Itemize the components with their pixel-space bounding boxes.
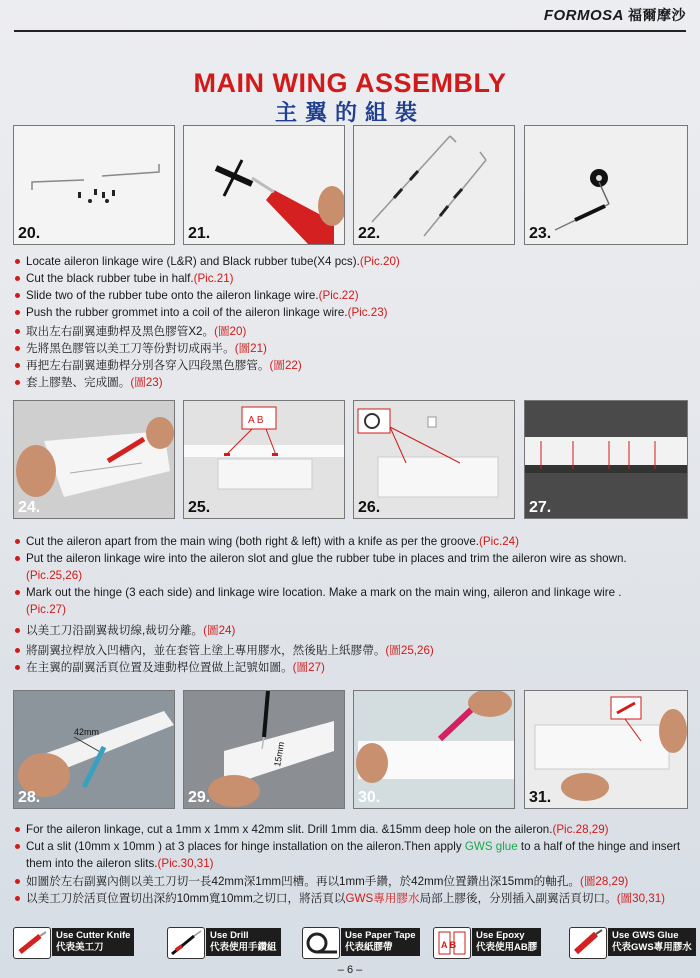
- photo-27: [524, 400, 688, 519]
- legend-drill: Use Drill 代表使用手鑽組: [167, 927, 287, 957]
- steps-list-2: [14, 533, 690, 676]
- epoxy-icon: [433, 927, 471, 959]
- legend-paper-tape: Use Paper Tape 代表紙膠帶: [302, 927, 427, 957]
- photo-number: 26.: [358, 499, 381, 516]
- page-subtitle: 主翼的組裝: [274, 100, 425, 125]
- photo-number: 28.: [18, 789, 41, 806]
- list-item: 如圖於左右副翼內側以美工刀切一長42mm深1mm凹槽。再以1mm手鑽，於42mm位置鑽出深15mm的軸孔。(圖28,29): [14, 873, 690, 890]
- steps-list-1: [14, 253, 690, 391]
- page-number: – 6 –: [337, 964, 363, 976]
- list-item: 再把左右副翼連動桿分別各穿入四段黑色膠管。(圖22): [14, 357, 690, 374]
- legend-epoxy: A B Use Epoxy 代表使用AB膠: [433, 927, 553, 957]
- photo-24: [13, 400, 175, 519]
- svg-text:A B: A B: [441, 940, 457, 950]
- legend-cutter-knife: Use Cutter Knife 代表美工刀: [13, 927, 133, 957]
- list-item: Locate aileron linkage wire (L&R) and Black rubber tube(X4 pcs).(Pic.20): [14, 253, 690, 270]
- measure-label: 15mm: [272, 740, 287, 768]
- photo-28: [13, 690, 175, 809]
- photo-number: 31.: [529, 789, 552, 806]
- list-item: 在主翼的副翼活頁位置及連動桿位置做上記號如圖。(圖27): [14, 659, 690, 676]
- list-item: 以美工刀於活頁位置切出深約10mm寬10mm之切口，將活頁以GWS專用膠水局部上膠後，分別插入副翼活頁切口。(圖30,31): [14, 890, 690, 907]
- list-item: 將副翼拉桿放入凹槽內，並在套管上塗上專用膠水，然後貼上紙膠帶。(圖25,26): [14, 642, 690, 659]
- svg-text:A B: A B: [248, 415, 264, 426]
- list-item: For the aileron linkage, cut a 1mm x 1mm x 42mm slit. Drill 1mm dia. &15mm deep hole on the aileron.(Pic.28,29): [14, 821, 690, 838]
- list-item: Cut a slit (10mm x 10mm ) at 3 places for hinge installation on the aileron.Then apply GWS glue to a half of the hinge and insert them into the aileron slits.(Pic.30,31): [14, 838, 690, 872]
- page-title: MAIN WING ASSEMBLY: [193, 68, 507, 98]
- list-item: 先將黑色膠管以美工刀等份對切成兩半。(圖21): [14, 340, 690, 357]
- list-item: 套上膠墊、完成圖。(圖23): [14, 374, 690, 391]
- list-item: Slide two of the rubber tube onto the aileron linkage wire.(Pic.22): [14, 287, 690, 304]
- list-item: Cut the black rubber tube in half.(Pic.21): [14, 270, 690, 287]
- photo-31: [524, 690, 688, 809]
- photo-29: [183, 690, 345, 809]
- photo-number: 20.: [18, 225, 41, 242]
- photo-number: 25.: [188, 499, 211, 516]
- brand-name: FORMOSA: [543, 7, 624, 24]
- list-item: 以美工刀沿副翼裁切線,裁切分離。(圖24): [14, 622, 690, 639]
- list-item: Mark out the hinge (3 each side) and linkage wire location. Make a mark on the main wing, aileron and linkage wire . (Pic.27): [14, 584, 690, 618]
- hand-drill-icon: [167, 927, 205, 959]
- legend-gws-glue: Use GWS Glue 代表GWS專用膠水: [569, 927, 689, 957]
- photo-26: [353, 400, 515, 519]
- list-item: Cut the aileron apart from the main wing (both right & left) with a knife as per the groove.(Pic.24): [14, 533, 690, 550]
- list-item: 取出左右副翼連動桿及黑色膠管X2。(圖20): [14, 323, 690, 340]
- photo-number: 21.: [188, 225, 211, 242]
- photo-20: [13, 125, 175, 245]
- header-rule: [14, 30, 686, 32]
- paper-tape-icon: [302, 927, 340, 959]
- brand-logo: [544, 5, 686, 25]
- photo-number: 23.: [529, 225, 552, 242]
- gws-glue-icon: [569, 927, 607, 959]
- photo-23: [524, 125, 688, 245]
- photo-30: [353, 690, 515, 809]
- photo-22: [353, 125, 515, 245]
- photo-21: [183, 125, 345, 245]
- cutter-knife-icon: [13, 927, 51, 959]
- measure-label: 42mm: [74, 727, 100, 737]
- brand-name-cn: 福爾摩沙: [628, 7, 686, 23]
- photo-25: [183, 400, 345, 519]
- list-item: Put the aileron linkage wire into the aileron slot and glue the rubber tube in places and trim the aileron wire as shown. (Pic.25,26): [14, 550, 690, 584]
- photo-number: 30.: [358, 789, 381, 806]
- steps-list-3: [14, 821, 690, 907]
- photo-number: 22.: [358, 225, 381, 242]
- photo-number: 27.: [529, 499, 552, 516]
- photo-number: 29.: [188, 789, 211, 806]
- list-item: Push the rubber grommet into a coil of the aileron linkage wire.(Pic.23): [14, 304, 690, 321]
- photo-number: 24.: [18, 499, 41, 516]
